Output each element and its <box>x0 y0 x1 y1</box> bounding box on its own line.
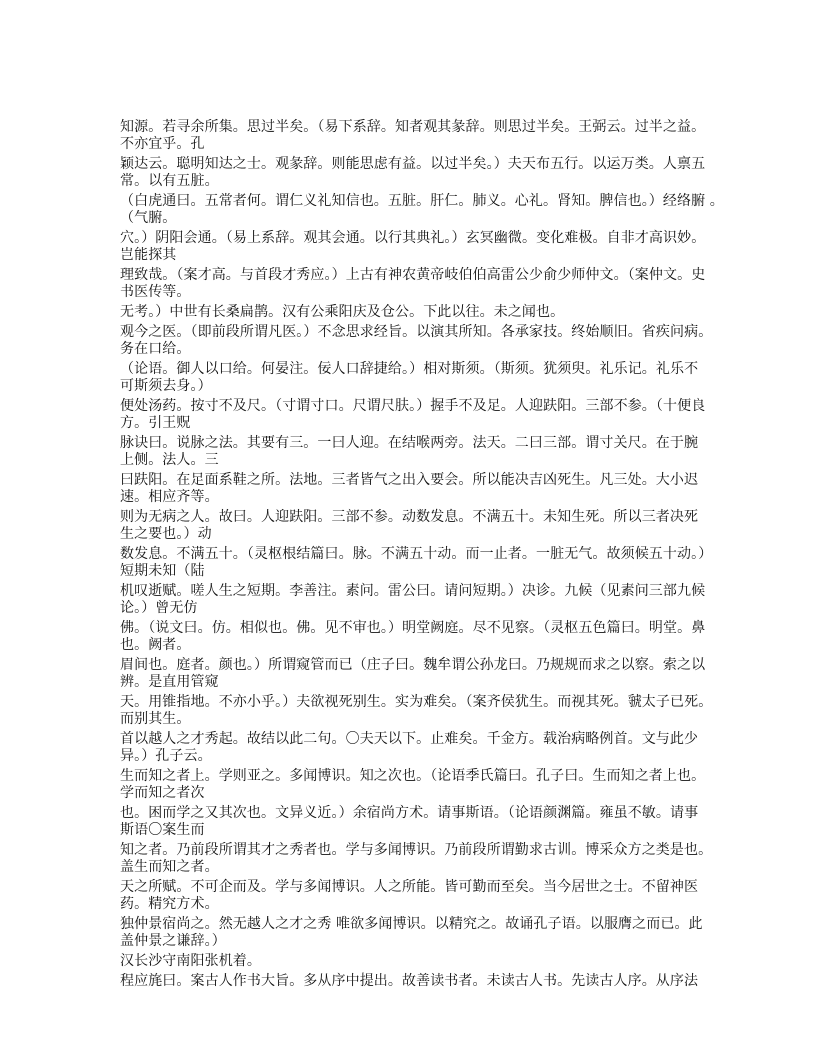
text-line: 短期未知（陆 <box>120 563 205 579</box>
text-line: 天。用锥指地。不亦小乎。）夫欲视死别生。实为难矣。（案齐侯犹生。而视其死。虢太子已死。 <box>120 694 713 710</box>
text-line: 也。阙者。 <box>120 637 191 653</box>
text-line: 数发息。不满五十。（灵枢根结篇曰。脉。不满五十动。而一止者。一脏无气。故须候五十动。） <box>120 546 713 562</box>
paragraph <box>120 879 710 913</box>
paragraph <box>120 583 710 617</box>
paragraph <box>120 973 710 990</box>
text-line: 论。）曾无仿 <box>120 600 198 616</box>
text-line: 理致哉。（案才高。与首段才秀应。）上古有神农黄帝岐伯伯高雷公少俞少师仲文。（案仲文。史 <box>120 267 706 283</box>
paragraph <box>120 230 710 264</box>
text-line: 穴。）阴阳会通。（易上系辞。观其会通。以行其典礼。）玄冥幽微。变化难极。自非才高识妙。 <box>120 230 706 246</box>
paragraph <box>120 694 713 728</box>
text-line: 佛。（说文曰。仿。相似也。佛。见不审也。）明堂阙庭。尽不见察。（灵枢五色篇曰。明堂。鼻 <box>120 620 706 636</box>
text-line: 盖生而知之者。 <box>120 859 219 875</box>
text-line: 上侧。法人。三 <box>120 452 219 468</box>
text-line: 生而知之者上。学则亚之。多闻博识。知之次也。（论语季氏篇曰。孔子曰。生而知之者上也。 <box>120 768 706 784</box>
paragraph <box>120 267 710 301</box>
paragraph <box>120 119 710 153</box>
paragraph <box>120 916 710 950</box>
paragraph <box>120 509 710 543</box>
paragraph <box>120 435 710 469</box>
text-line: 盖仲景之谦辞。） <box>120 933 226 949</box>
paragraph <box>120 805 710 839</box>
paragraph <box>120 953 710 970</box>
text-line: 务在口给。 <box>120 341 191 357</box>
paragraph <box>120 324 713 358</box>
text-line: 首以越人之才秀起。故结以此二句。〇夫天以下。止难矣。千金方。载治病略例首。文与此少 <box>120 731 699 747</box>
text-line: 不亦宜乎。孔 <box>120 136 205 152</box>
text-line: 汉长沙守南阳张机着。 <box>120 953 261 969</box>
paragraph <box>120 398 710 432</box>
text-line: 知源。若寻余所集。思过半矣。（易下系辞。知者观其彖辞。则思过半矣。王弼云。过半之益。 <box>120 119 706 135</box>
text-line: 书医传等。 <box>120 284 191 300</box>
text-line: 观今之医。（即前段所谓凡医。）不念思求经旨。以演其所知。各承家技。终始顺旧。省疾问病。 <box>120 324 713 340</box>
document-page <box>120 119 724 993</box>
paragraph <box>120 842 713 876</box>
text-line: 独仲景宿尚之。然无越人之才之秀 唯欲多闻博识。以精究之。故诵孔子语。以服膺之而已。此 <box>120 916 703 932</box>
paragraph <box>120 361 710 395</box>
text-line: 速。相应齐等。 <box>120 489 219 505</box>
paragraph <box>120 768 710 802</box>
paragraph <box>120 620 710 654</box>
text-line: 常。以有五脏。 <box>120 173 219 189</box>
paragraph <box>120 546 713 580</box>
paragraph <box>120 731 710 765</box>
text-line: 无考。）中世有长桑扁鹊。汉有公乘阳庆及仓公。下此以往。未之闻也。 <box>120 304 565 320</box>
text-line: 辨。是直用管窥 <box>120 674 219 690</box>
paragraph <box>120 304 710 321</box>
paragraph <box>120 472 710 506</box>
paragraph <box>120 156 710 190</box>
text-line: 天之所赋。不可企而及。学与多闻博识。人之所能。皆可勤而至矣。当今居世之士。不留神医 <box>120 879 699 895</box>
text-line: 曰趺阳。在足面系鞋之所。法地。三者皆气之出入要会。所以能决吉凶死生。凡三处。大小迟 <box>120 472 699 488</box>
paragraph <box>120 193 724 227</box>
text-line: 知之者。乃前段所谓其才之秀者也。学与多闻博识。乃前段所谓勤求古训。博采众方之类是也。 <box>120 842 713 858</box>
text-line: 岂能探其 <box>120 247 177 263</box>
text-line: 斯语〇案生而 <box>120 822 205 838</box>
text-line: 生之要也。）动 <box>120 526 212 542</box>
text-line: （白虎通曰。五常者何。谓仁义礼知信也。五脏。肝仁。肺义。心礼。肾知。脾信也。）经络腑 。 <box>120 193 724 209</box>
text-line: 则为无病之人。故曰。人迎趺阳。三部不参。动数发息。不满五十。未知生死。所以三者决死 <box>120 509 699 525</box>
text-line: 眉间也。庭者。颜也。）所谓窥管而已（庄子曰。魏牟谓公孙龙曰。乃规规而求之以察。索之以 <box>120 657 706 673</box>
text-line: 可斯须去身。） <box>120 378 212 394</box>
paragraph <box>120 657 710 691</box>
text-line: 而别其生。 <box>120 711 191 727</box>
text-line: 学而知之者次 <box>120 785 205 801</box>
text-line: （气腑。 <box>120 210 177 226</box>
text-line: 也。困而学之又其次也。文异义近。）余宿尚方术。请事斯语。（论语颜渊篇。雍虽不敏。请事 <box>120 805 699 821</box>
text-line: 程应旄曰。案古人作书大旨。多从序中提出。故善读书者。未读古人书。先读古人序。从序法 <box>120 973 699 989</box>
text-line: 脉诀曰。说脉之法。其要有三。一曰人迎。在结喉两旁。法天。二曰三部。谓寸关尺。在于腕 <box>120 435 699 451</box>
text-line: 机叹逝赋。嗟人生之短期。李善注。素问。雷公曰。请问短期。）决诊。九候（见素问三部九候 <box>120 583 706 599</box>
text-line: 方。引王贶 <box>120 415 191 431</box>
text-line: 异。）孔子云。 <box>120 748 212 764</box>
text-line: 颖达云。聪明知达之士。观彖辞。则能思虑有益。以过半矣。）夫天布五行。以运万类。人禀五 <box>120 156 706 172</box>
text-line: 便处汤药。按寸不及尺。（寸谓寸口。尺谓尺肤。）握手不及足。人迎趺阳。三部不参。（十便良 <box>120 398 706 414</box>
text-line: 药。精究方术。 <box>120 896 219 912</box>
text-line: （论语。御人以口给。何晏注。佞人口辞捷给。）相对斯须。（斯须。犹须臾。礼乐记。礼乐不 <box>120 361 699 377</box>
